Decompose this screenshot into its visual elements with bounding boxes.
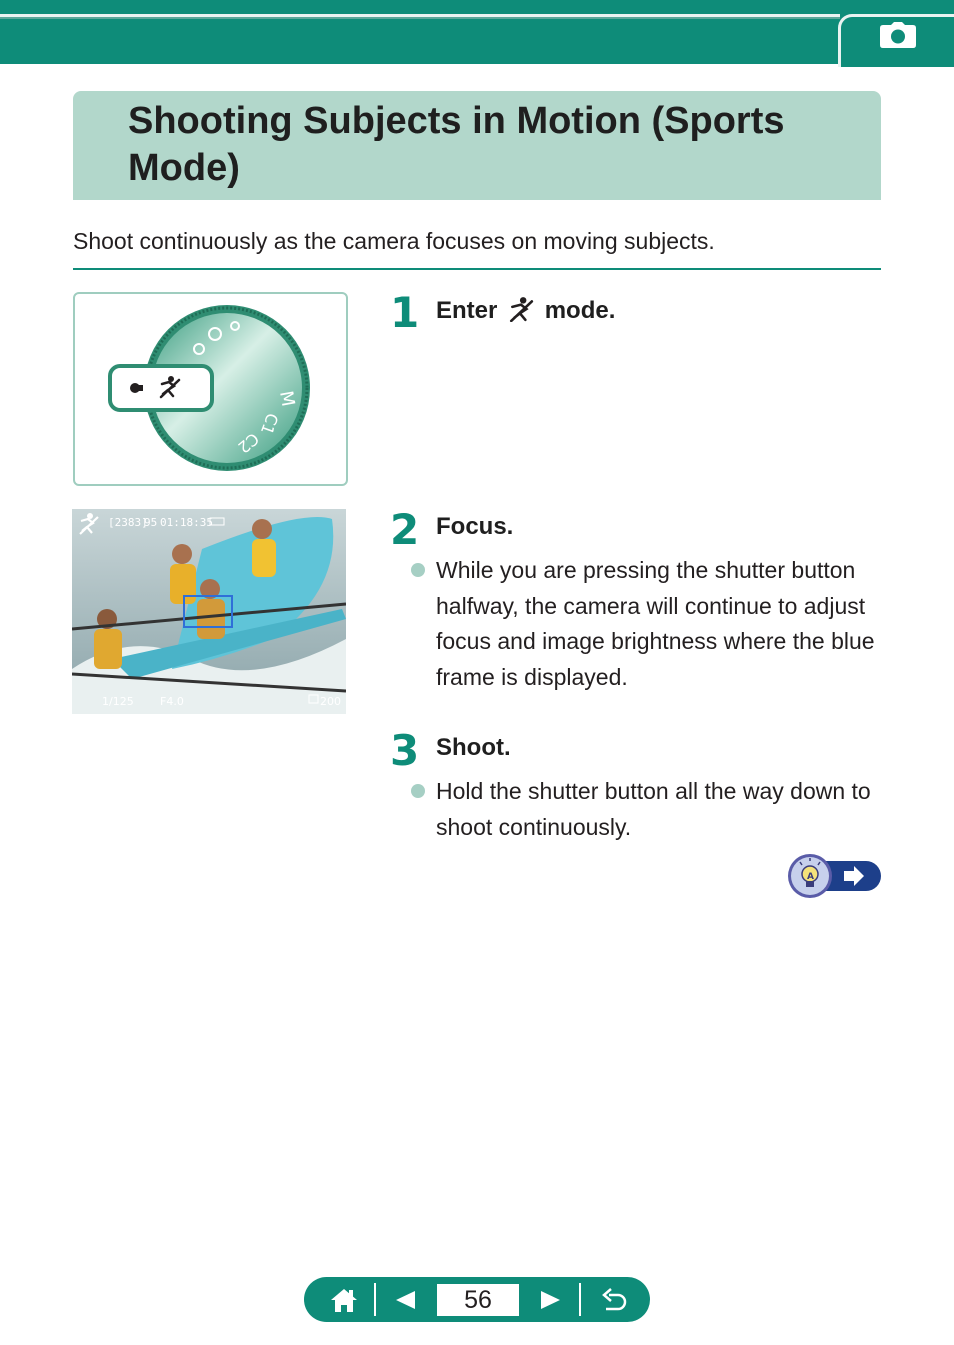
arrow-left-icon [396, 1291, 416, 1309]
bullet-dot [411, 563, 425, 577]
lightbulb-tip-icon[interactable] [786, 852, 882, 902]
step-1-title-end: mode. [544, 297, 616, 324]
step-2-text: While you are pressing the shutter button halfway, the camera will continue to adjust focus and image brightness where the blue frame is displayed. [436, 557, 875, 690]
home-button[interactable] [322, 1277, 366, 1322]
divider [73, 268, 881, 270]
next-page-button[interactable] [530, 1277, 570, 1322]
mode-dial [75, 294, 346, 484]
home-icon [330, 1287, 358, 1313]
dial-label-c2: C2 [234, 428, 263, 458]
step-1-number: 1 [390, 288, 420, 337]
step-3-number: 3 [390, 726, 420, 775]
header-bar [0, 0, 954, 64]
return-icon [601, 1288, 627, 1312]
camera-screen-photo [72, 509, 346, 714]
step-3-text: Hold the shutter button all the way down to shoot continuously. [436, 778, 871, 840]
sports-mode-icon [508, 296, 534, 322]
step-2-number: 2 [390, 505, 420, 554]
step-1-title-start: Enter [436, 297, 498, 324]
back-button[interactable] [592, 1277, 636, 1322]
step-2-title: Focus. [436, 513, 514, 540]
image-quality: 95 [144, 516, 158, 529]
arrow-right-icon [540, 1291, 560, 1309]
previous-page-button[interactable] [386, 1277, 426, 1322]
page-title: Shooting Subjects in Motion (Sports Mode) [128, 100, 785, 189]
page-number: 56 [436, 1283, 520, 1317]
iso-value: 200 [320, 695, 341, 708]
camera-icon [880, 22, 916, 48]
mode-dial-illustration [73, 292, 348, 486]
shutter-speed: 1/125 [102, 695, 134, 708]
bullet-dot [411, 784, 425, 798]
shots-remaining: [2383] [108, 516, 148, 529]
intro-text: Shoot continuously as the camera focuses on moving subjects. [73, 228, 715, 254]
nav-separator [579, 1283, 581, 1316]
step-3-title: Shoot. [436, 734, 511, 761]
svg-text:A: A [807, 872, 814, 882]
dial-label-c1: C1 [256, 410, 283, 438]
bottom-navigation [304, 1277, 650, 1322]
step-1-title [436, 296, 615, 325]
aperture: F4.0 [160, 695, 184, 708]
nav-separator [374, 1283, 376, 1316]
header-line-shadow [0, 17, 840, 19]
time-remaining: 01:18:35 [160, 516, 213, 529]
dial-label-m: M [275, 389, 299, 409]
